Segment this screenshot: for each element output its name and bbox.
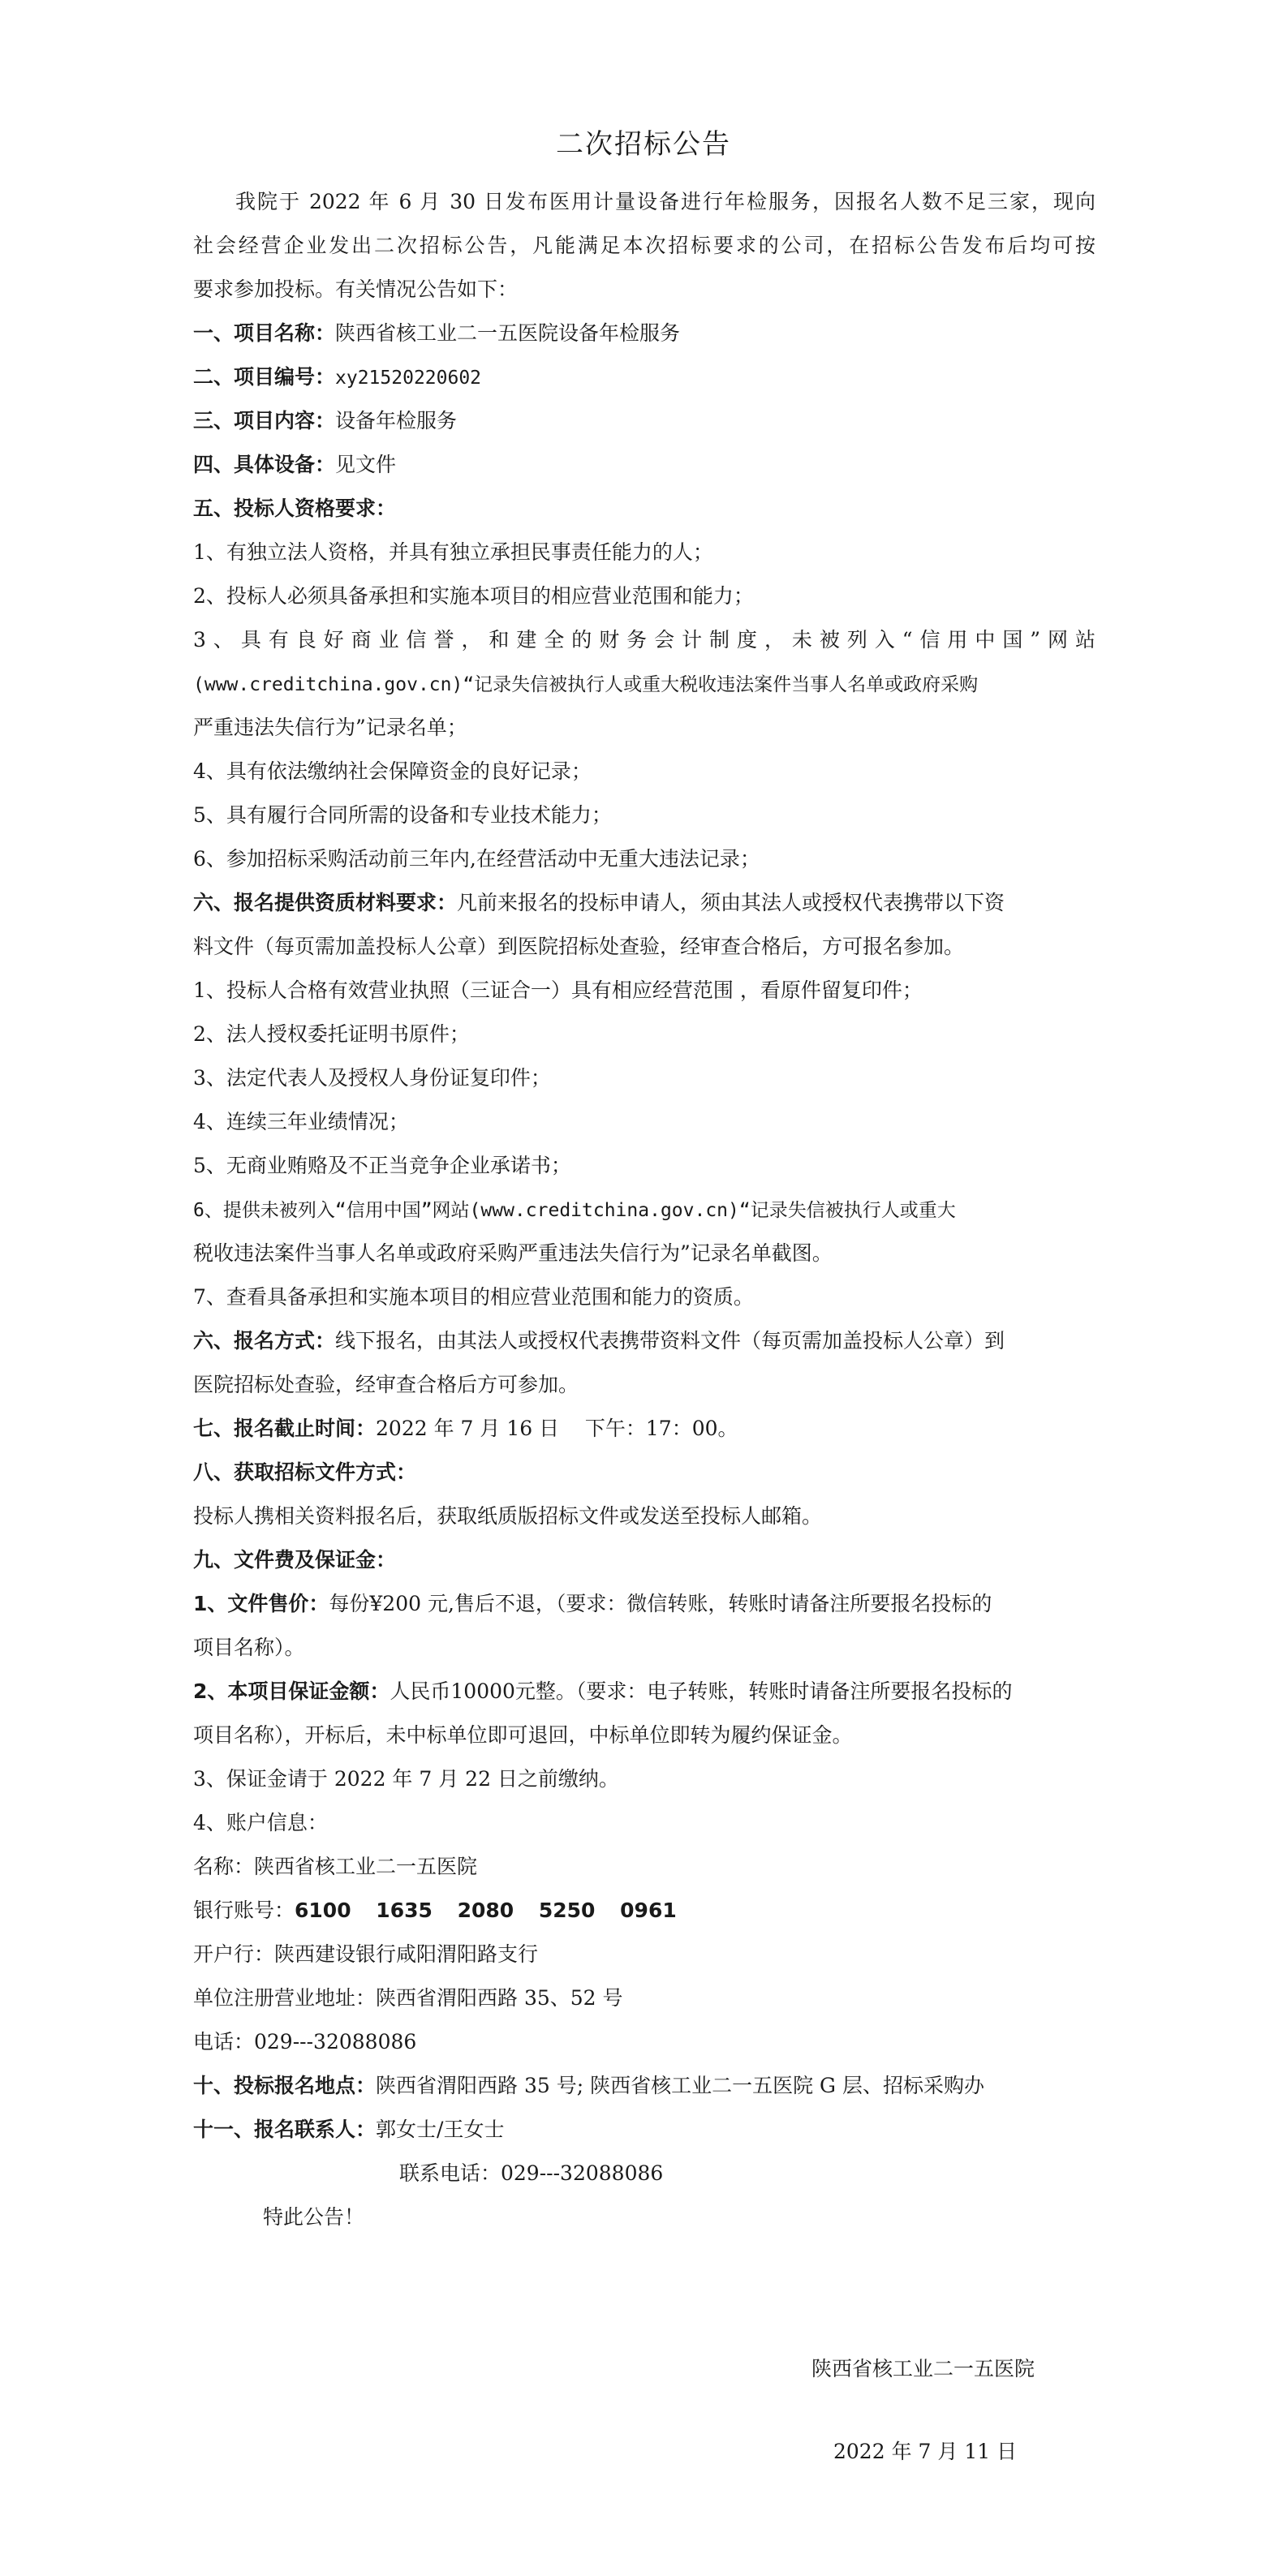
deadline-value: 2022 年 7 月 16 日 下午：17：00。 (376, 1417, 738, 1440)
obtain-heading: 八、获取招标文件方式： (193, 1460, 417, 1484)
notice-body (193, 180, 1095, 2239)
price-text-2: 项目名称）。 (193, 1636, 305, 1659)
materials-item: 2、法人授权委托证明书原件； (193, 1022, 470, 1046)
registration-text-2: 医院招标处查验，经审查合格后方可参加。 (193, 1373, 579, 1396)
project-content-label: 三、项目内容： (193, 409, 336, 432)
materials-lead-2: 料文件（每页需加盖投标人公章）到医院招标处查验，经审查合格后，方可报名参加。 (193, 935, 965, 958)
equipment-row (193, 443, 1095, 487)
contact-value: 郭女士/王女士 (376, 2118, 505, 2141)
price-text-1: 每份¥200 元,售后不退，（要求：微信转账，转账时请备注所要报名投标的 (329, 1592, 992, 1615)
issue-date: 2022 年 7 月 11 日 (833, 2440, 1018, 2463)
qualification-heading: 五、投标人资格要求： (193, 497, 397, 520)
deposit-deadline: 3、保证金请于 2022 年 7 月 22 日之前缴纳。 (193, 1767, 619, 1791)
page-title: 二次招标公告 (556, 128, 731, 161)
location-row (193, 2064, 1095, 2108)
project-name-row (193, 312, 1095, 355)
deposit-text-1: 人民币10000元整。（要求：电子转账，转账时请备注所要报名投标的 (390, 1679, 1013, 1703)
deadline-row (193, 1407, 1095, 1451)
materials-lead-row (193, 881, 1095, 925)
materials-item: 5、无商业贿赂及不正当竞争企业承诺书； (193, 1154, 571, 1177)
materials-item: 7、查看具备承担和实施本项目的相应营业范围和能力的资质。 (193, 1285, 754, 1309)
project-no-label: 二、项目编号： (193, 365, 336, 389)
account-heading: 4、账户信息： (193, 1811, 328, 1834)
qualification-item: 5、具有履行合同所需的设备和专业技术能力； (193, 803, 612, 827)
registration-heading: 六、报名方式： (193, 1329, 336, 1353)
equipment-label: 四、具体设备： (193, 453, 336, 476)
location-label: 十、投标报名地点： (193, 2074, 377, 2097)
intro-line-2: 社会经营企业发出二次招标公告，凡能满足本次招标要求的公司，在招标公告发布后均可按 (193, 234, 1095, 257)
account-name: 名称：陕西省核工业二一五医院 (193, 1855, 478, 1878)
project-content-row (193, 399, 1095, 443)
intro-line-1: 我院于 2022 年 6 月 30 日发布医用计量设备进行年检服务，因报名人数不足三家，现向 (235, 190, 1095, 213)
qualification-item: 2、投标人必须具备承担和实施本项目的相应营业范围和能力； (193, 584, 754, 608)
deposit-label: 2、本项目保证金额： (193, 1679, 390, 1703)
materials-item: 税收违法案件当事人名单或政府采购严重违法失信行为”记录名单截图。 (193, 1241, 833, 1265)
bank-name: 开户行：陕西建设银行咸阳渭阳路支行 (193, 1942, 539, 1966)
materials-item: 4、连续三年业绩情况； (193, 1110, 409, 1133)
qualification-item-text: (www.creditchina.gov.cn)“记录失信被执行人或重大税收违法案件当事人名单或政府采购 (193, 674, 979, 695)
materials-heading: 六、报名提供资质材料要求： (193, 891, 458, 914)
project-no-row (193, 355, 1095, 399)
account-no-label: 银行账号： (193, 1899, 295, 1922)
project-name-label: 一、项目名称： (193, 321, 336, 345)
closing-text: 特此公告！ (263, 2205, 365, 2229)
fees-heading: 九、文件费及保证金： (193, 1548, 397, 1572)
intro-line-3: 要求参加投标。有关情况公告如下： (193, 277, 519, 301)
location-value: 陕西省渭阳西路 35 号; 陕西省核工业二一五医院 G 层、招标采购办 (376, 2074, 984, 2097)
qualification-item: 6、参加招标采购活动前三年内,在经营活动中无重大违法记录； (193, 847, 760, 871)
qualification-item: 1、有独立法人资格，并具有独立承担民事责任能力的人； (193, 540, 713, 564)
materials-item: 3、法定代表人及授权人身份证复印件； (193, 1066, 551, 1090)
materials-lead: 凡前来报名的投标申请人，须由其法人或授权代表携带以下资 (457, 891, 1005, 914)
project-content-value: 设备年检服务 (335, 409, 458, 432)
deposit-row (193, 1670, 1095, 1714)
materials-item-text: 6、提供未被列入“信用中国”网站(www.creditchina.gov.cn)“记录失信被执行人或重大 (193, 1200, 956, 1221)
project-name-value: 陕西省核工业二一五医院设备年检服务 (335, 321, 681, 345)
equipment-value: 见文件 (335, 453, 397, 476)
materials-item (193, 1188, 1095, 1232)
account-no-value: 6100 1635 2080 5250 0961 (295, 1899, 677, 1922)
contact-row (193, 2108, 1095, 2152)
qualification-item (193, 662, 1095, 706)
obtain-text: 投标人携相关资料报名后，获取纸质版招标文件或发送至投标人邮箱。 (193, 1504, 823, 1528)
project-no-value: xy21520220602 (335, 368, 482, 389)
qualification-item: 3、具有良好商业信誉，和建全的财务会计制度，未被列入“信用中国”网站 (193, 628, 1095, 652)
price-row (193, 1582, 1095, 1626)
registration-text-1: 线下报名，由其法人或授权代表携带资料文件（每页需加盖投标人公章）到 (335, 1329, 1005, 1353)
phone: 电话：029---32088086 (193, 2030, 417, 2053)
materials-item: 1、投标人合格有效营业执照（三证合一）具有相应经营范围 ，看原件留复印件； (193, 978, 923, 1002)
price-label: 1、文件售价： (193, 1592, 329, 1615)
contact-phone: 联系电话：029---32088086 (399, 2161, 664, 2185)
deadline-label: 七、报名截止时间： (193, 1417, 377, 1440)
qualification-item: 严重违法失信行为”记录名单； (193, 716, 467, 739)
registered-address: 单位注册营业地址：陕西省渭阳西路 35、52 号 (193, 1986, 623, 2010)
signature: 陕西省核工业二一五医院 (811, 2357, 1035, 2380)
account-no-row (193, 1889, 1095, 1933)
deposit-text-2: 项目名称），开标后，未中标单位即可退回，中标单位即转为履约保证金。 (193, 1723, 853, 1747)
qualification-item: 4、具有依法缴纳社会保障资金的良好记录； (193, 759, 592, 783)
contact-label: 十一、报名联系人： (193, 2118, 377, 2141)
registration-row (193, 1319, 1095, 1363)
